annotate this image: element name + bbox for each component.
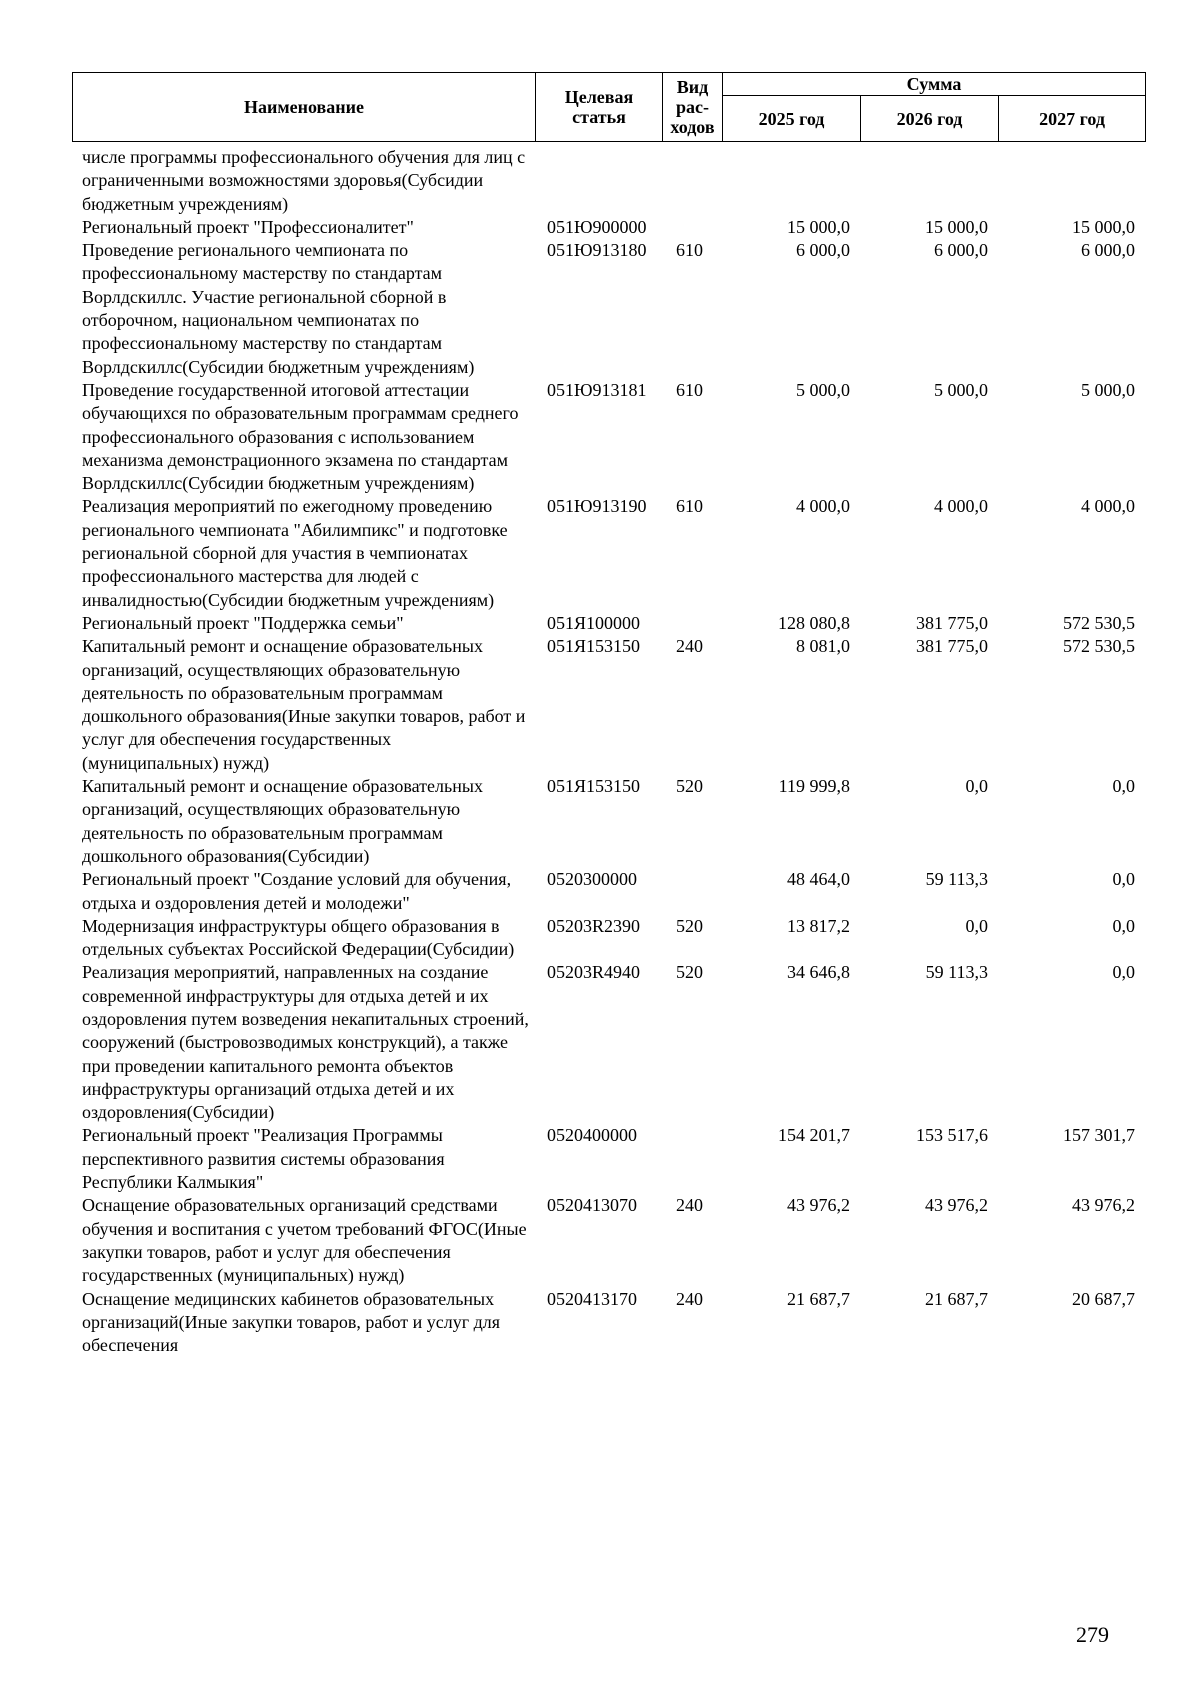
cell-v2025: 6 000,0 [796, 240, 850, 261]
table-row [72, 1288, 1145, 1358]
cell-v2027: 157 301,7 [1063, 1125, 1135, 1146]
cell-v2027: 4 000,0 [1081, 496, 1135, 517]
header-sum: Сумма [723, 73, 1146, 96]
header-year-2027: 2027 год [999, 96, 1146, 142]
budget-table-body [72, 146, 1145, 1357]
table-row [72, 216, 1145, 239]
table-row [72, 146, 1145, 216]
cell-v2026 [860, 146, 998, 216]
table-row [72, 612, 1145, 635]
cell-v2025: 128 080,8 [778, 612, 850, 633]
header-expense-kind [663, 73, 723, 142]
cell-code: 051Ю900000 [547, 216, 647, 237]
cell-kind: 240 [676, 1288, 703, 1309]
cell-v2027: 572 530,5 [1063, 612, 1135, 633]
cell-kind: 520 [676, 962, 703, 983]
cell-kind: 240 [676, 636, 703, 657]
cell-code: 051Ю913181 [547, 379, 647, 400]
cell-kind: 240 [676, 1195, 703, 1216]
cell-name: Модернизация инфраструктуры общего образования в отдельных субъектах Российской Федерации(Субсидии) [82, 915, 515, 960]
cell-v2025: 13 817,2 [787, 915, 850, 936]
cell-v2026: 6 000,0 [934, 240, 988, 261]
cell-v2026: 59 113,3 [925, 869, 988, 890]
table-row [72, 915, 1145, 962]
cell-name: Реализация мероприятий, направленных на создание современной инфраструктуры для отдыха детей и их оздоровления путем возведения некапитальных строений, сооружений (быстровозводимых конструкций), а также при проведении капитального ремонта объектов инфраструктуры организаций отдыха детей и их оздоровления(Субсидии) [82, 962, 529, 1123]
page-number: 279 [1076, 1622, 1109, 1647]
cell-v2026: 15 000,0 [925, 216, 988, 237]
cell-code: 0520413170 [547, 1288, 637, 1309]
cell-v2027: 0,0 [1112, 962, 1135, 983]
cell-code: 051Я153150 [547, 776, 641, 797]
cell-v2025: 8 081,0 [796, 636, 850, 657]
header-name: Наименование [73, 73, 536, 142]
cell-code: 05203R4940 [547, 962, 641, 983]
cell-kind: 610 [676, 379, 703, 400]
cell-v2026: 381 775,0 [916, 636, 988, 657]
cell-kind [662, 146, 722, 216]
budget-table [72, 146, 1145, 1357]
cell-v2025: 4 000,0 [796, 496, 850, 517]
cell-name: Региональный проект "Поддержка семьи" [82, 612, 404, 633]
table-header [72, 72, 1146, 142]
table-row [72, 495, 1145, 611]
cell-v2025: 154 201,7 [778, 1125, 850, 1146]
header-target-line1: Целевая [564, 87, 634, 107]
cell-code: 051Ю913180 [547, 240, 647, 261]
cell-v2025: 119 999,8 [778, 776, 850, 797]
header-year-2026: 2026 год [861, 96, 999, 142]
cell-code: 0520413070 [547, 1195, 637, 1216]
cell-v2027: 6 000,0 [1081, 240, 1135, 261]
cell-code [535, 146, 662, 216]
cell-code: 0520300000 [547, 869, 637, 890]
cell-name: Оснащение медицинских кабинетов образовательных организаций(Иные закупки товаров, работ и услуг для обеспечения [82, 1288, 501, 1356]
cell-name: числе программы профессионального обучения для лиц с ограниченными возможностями здоровья(Субсидии бюджетным учреждениям) [82, 147, 526, 214]
cell-v2025: 34 646,8 [787, 962, 850, 983]
cell-code: 051Я153150 [547, 636, 641, 657]
cell-v2026: 21 687,7 [925, 1288, 988, 1309]
cell-v2027: 0,0 [1112, 915, 1135, 936]
cell-kind: 520 [676, 776, 703, 797]
cell-kind: 610 [676, 496, 703, 517]
cell-name: Региональный проект "Создание условий для обучения, отдыха и оздоровления детей и молодежи" [82, 869, 512, 913]
cell-v2027: 20 687,7 [1072, 1288, 1135, 1309]
table-row [72, 379, 1145, 495]
cell-code: 05203R2390 [547, 915, 641, 936]
cell-name: Капитальный ремонт и оснащение образовательных организаций, осуществляющих образовательную деятельность по образовательным программам дошкольного образования(Иные закупки товаров, работ и услуг для обеспечения государственных (муниципальных) нужд) [82, 636, 526, 773]
cell-v2026: 5 000,0 [934, 379, 988, 400]
cell-kind: 610 [676, 240, 703, 261]
cell-kind: 520 [676, 915, 703, 936]
cell-name: Реализация мероприятий по ежегодному проведению регионального чемпионата "Абилимпикс" и подготовке региональной сборной для участия в чемпионатах профессионального мастерства для людей с инвалидностью(Субсидии бюджетным учреждениям) [82, 496, 508, 610]
cell-v2025: 5 000,0 [796, 379, 850, 400]
table-row [72, 239, 1145, 379]
cell-v2027: 0,0 [1112, 869, 1135, 890]
cell-name: Оснащение образовательных организаций средствами обучения и воспитания с учетом требований ФГОС(Иные закупки товаров, работ и услуг для обеспечения государственных (муниципальных) нужд) [82, 1195, 527, 1286]
table-row [72, 1124, 1145, 1194]
cell-kind [662, 612, 722, 635]
header-kind-line3: ходов [670, 117, 715, 137]
cell-v2027: 15 000,0 [1072, 216, 1135, 237]
cell-name: Региональный проект "Профессионалитет" [82, 216, 414, 237]
cell-v2026: 4 000,0 [934, 496, 988, 517]
cell-v2025: 21 687,7 [787, 1288, 850, 1309]
cell-v2026: 0,0 [965, 776, 988, 797]
cell-v2026: 381 775,0 [916, 612, 988, 633]
cell-v2027: 43 976,2 [1072, 1195, 1135, 1216]
cell-v2025: 48 464,0 [787, 869, 850, 890]
cell-v2026: 0,0 [965, 915, 988, 936]
table-row [72, 635, 1145, 775]
cell-v2027: 0,0 [1112, 776, 1135, 797]
cell-name: Проведение регионального чемпионата по профессиональному мастерству по стандартам Ворлдскиллс. Участие региональной сборной в отборочном, национальном чемпионатах по профессиональному мастерству по стандартам Ворлдскиллс(Субсидии бюджетным учреждениям) [82, 240, 475, 377]
cell-v2027: 572 530,5 [1063, 636, 1135, 657]
cell-name: Проведение государственной итоговой аттестации обучающихся по образовательным программам среднего профессионального образования с использованием механизма демонстрационного экзамена по стандартам Ворлдскиллс(Субсидии бюджетным учреждениям) [82, 379, 519, 494]
header-year-2025: 2025 год [723, 96, 861, 142]
cell-v2027: 5 000,0 [1081, 379, 1135, 400]
cell-v2026: 153 517,6 [916, 1125, 988, 1146]
cell-v2025 [722, 146, 860, 216]
cell-kind [662, 868, 722, 915]
cell-v2025: 15 000,0 [787, 216, 850, 237]
cell-name: Региональный проект "Реализация Программы перспективного развития системы образования Республики Калмыкия" [82, 1125, 445, 1193]
cell-name: Капитальный ремонт и оснащение образовательных организаций, осуществляющих образовательную деятельность по образовательным программам дошкольного образования(Субсидии) [82, 776, 483, 866]
table-row [72, 775, 1145, 868]
cell-v2026: 43 976,2 [925, 1195, 988, 1216]
header-kind-line1: Вид [676, 77, 709, 97]
cell-kind [662, 216, 722, 239]
cell-v2026: 59 113,3 [925, 962, 988, 983]
table-row [72, 868, 1145, 915]
cell-v2027 [998, 146, 1145, 216]
cell-code: 051Я100000 [547, 612, 641, 633]
header-kind-line2: рас- [676, 97, 709, 117]
cell-code: 0520400000 [547, 1125, 637, 1146]
cell-kind [662, 1124, 722, 1194]
cell-code: 051Ю913190 [547, 496, 647, 517]
cell-v2025: 43 976,2 [787, 1195, 850, 1216]
table-row [72, 1194, 1145, 1287]
header-target-line2: статья [572, 107, 626, 127]
header-target-article [536, 73, 663, 142]
table-row [72, 961, 1145, 1124]
